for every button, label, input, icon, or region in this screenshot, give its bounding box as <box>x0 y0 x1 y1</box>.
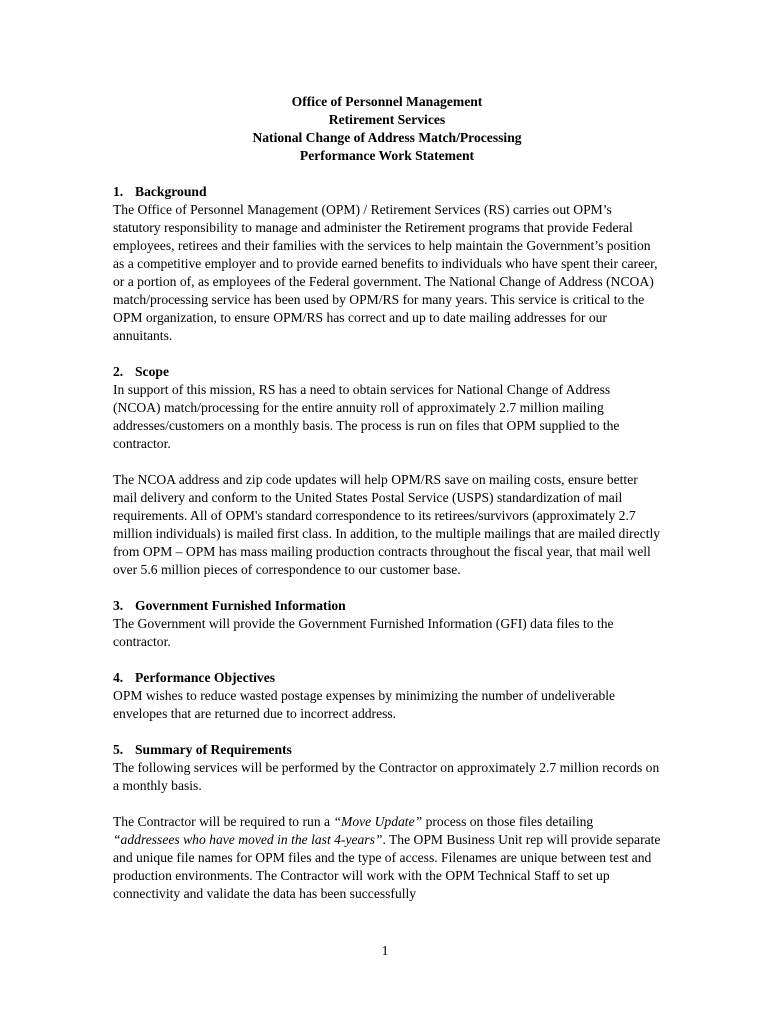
section-heading <box>113 183 661 201</box>
section-number: 4. <box>113 670 124 685</box>
section-title: Scope <box>135 364 169 379</box>
section-number: 3. <box>113 598 124 613</box>
section-title: Performance Objectives <box>135 670 276 685</box>
italic-text: “Move Update” <box>333 814 423 829</box>
section-paragraph: The following services will be performed by the Contractor on approximately 2.7 million records on a monthly basis. <box>113 760 660 793</box>
section-title: Government Furnished Information <box>135 598 346 613</box>
section-objectives <box>113 669 661 723</box>
section-gfi <box>113 597 661 651</box>
section-number: 1. <box>113 184 124 199</box>
italic-text: “addressees who have moved in the last 4-years” <box>113 832 383 847</box>
document-body <box>113 93 661 921</box>
section-number: 2. <box>113 364 124 379</box>
section-paragraph: In support of this mission, RS has a need to obtain services for National Change of Address (NCOA) match/processing for the entire annuity roll of approximately 2.7 million mailing addresses/customers on a monthly basis. The process is run on files that OPM supplied to the contractor. <box>113 382 620 451</box>
section-heading <box>113 597 661 615</box>
section-heading <box>113 669 661 687</box>
section-number: 5. <box>113 742 124 757</box>
section-heading <box>113 363 661 381</box>
title-line-4: Performance Work Statement <box>299 148 475 163</box>
document-title <box>113 93 661 165</box>
section-paragraph: The Office of Personnel Management (OPM) / Retirement Services (RS) carries out OPM’s statutory responsibility to manage and administer the Retirement programs that provide Federal employees, retirees and their families with the services to help maintain the Government’s position as a competitive employer and to provide earned benefits to individuals who have spent their career, or a portion of, as employees of the Federal government. The National Change of Address (NCOA) match/processing service has been used by OPM/RS for many years. This service is critical to the OPM organization, to ensure OPM/RS has correct and up to date mailing addresses for our annuitants. <box>113 202 658 343</box>
text-run: The Contractor will be required to run a <box>113 814 334 829</box>
section-paragraph: The NCOA address and zip code updates will help OPM/RS save on mailing costs, ensure better mail delivery and conform to the United States Postal Service (USPS) standardization of mail requirements. All of OPM's standard correspondence to its retirees/survivors (approximately 2.7 million individuals) is mailed first class. In addition, to the multiple mailings that are mailed directly from OPM – OPM has mass mailing production contracts throughout the fiscal year, that mail well over 5.6 million pieces of correspondence to our customer base. <box>113 472 661 577</box>
section-requirements <box>113 741 661 903</box>
section-title: Summary of Requirements <box>135 742 292 757</box>
text-run: . The OPM Business Unit rep will provide separate and unique file names for OPM files and the type of access. Filenames are unique between test and production environments. The Contractor will work with the OPM Technical Staff to set up connectivity and validate the data has been successfully <box>113 832 661 901</box>
section-background <box>113 183 661 345</box>
section-paragraph <box>113 813 661 903</box>
title-line-1: Office of Personnel Management <box>291 94 483 109</box>
page-number: 1 <box>381 943 389 958</box>
text-run: process on those files detailing <box>422 814 594 829</box>
section-heading <box>113 741 661 759</box>
title-line-2: Retirement Services <box>328 112 446 127</box>
section-scope <box>113 363 661 579</box>
section-title: Background <box>135 184 207 199</box>
section-paragraph: OPM wishes to reduce wasted postage expenses by minimizing the number of undeliverable envelopes that are returned due to incorrect address. <box>113 688 616 721</box>
title-line-3: National Change of Address Match/Processing <box>252 130 522 145</box>
section-paragraph: The Government will provide the Government Furnished Information (GFI) data files to the contractor. <box>113 616 614 649</box>
